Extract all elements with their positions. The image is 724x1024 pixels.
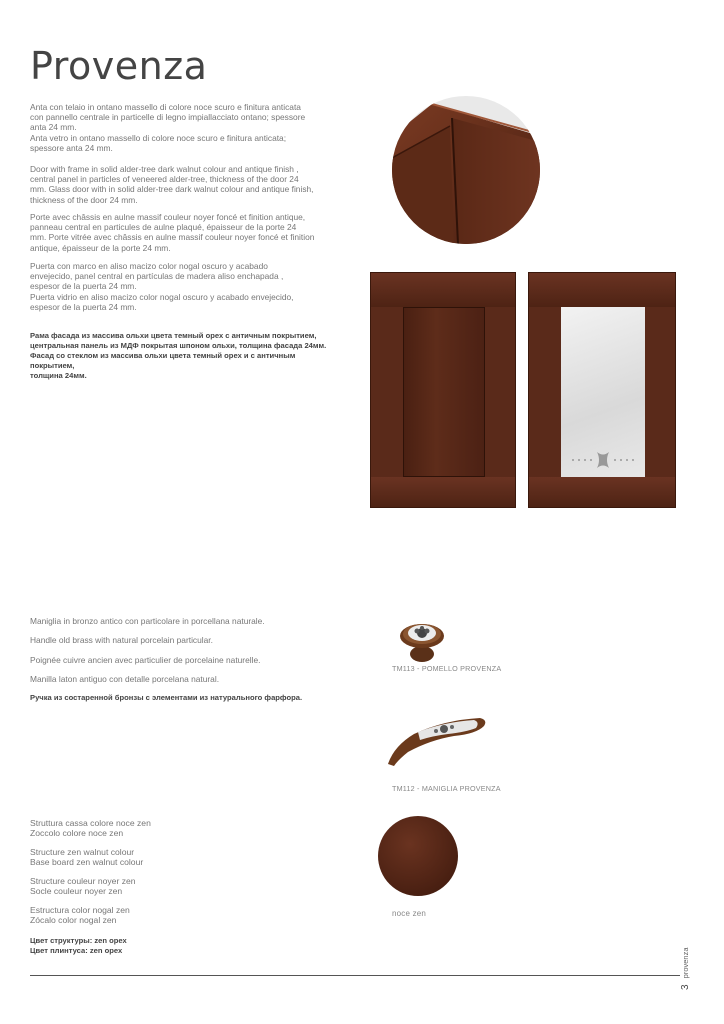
glass-decor-icon [561, 307, 645, 477]
knob-icon [398, 620, 446, 666]
handle-description-ru: Ручка из состаренной бронзы с элементами из натурального фарфора. [30, 693, 303, 702]
description-es [30, 261, 340, 312]
knob-image [398, 620, 446, 666]
structure-es [30, 905, 340, 925]
handle-description-fr: Poignée cuivre ancien avec particulier de porcelaine naturelle. [30, 655, 261, 665]
page-number: 3 [680, 984, 691, 990]
text-line: con pannello centrale in particelle di legno impiallacciato ontano; spessore [30, 112, 306, 123]
text-line: Рама фасада из массива ольхи цвета темный орех с античным покрытием, [30, 331, 317, 340]
structure-ru [30, 936, 340, 956]
description-ru [30, 331, 340, 381]
text-line: Door with frame in solid alder-tree dark walnut colour and antique finish , [30, 164, 299, 174]
text-line: mm. Porte vitrée avec châssis en aulne massif couleur noyer foncé et finition [30, 232, 315, 243]
text-line: Puerta vidrio en aliso macizo color nogal oscuro y acabado envejecido, [30, 291, 294, 302]
color-swatch-noce-zen [378, 816, 458, 896]
text-line: центральная панель из МДФ покрытая шпоном ольхи, толщина фасада 24мм. [30, 341, 327, 350]
door-center-panel [403, 307, 485, 477]
handle-description-es: Manilla laton antiguo con detalle porcelana natural. [30, 674, 220, 684]
structure-fr [30, 876, 340, 896]
section-name: provenza [681, 947, 690, 979]
text-line: Base board zen walnut colour [30, 857, 144, 867]
handle-description-it: Maniglia in bronzo antico con particolare in porcellana naturale. [30, 616, 265, 626]
text-line: Цвет структуры: zen орех [30, 936, 127, 945]
text-line: Zócalo color nogal zen [30, 915, 117, 925]
handle-icon [384, 712, 490, 768]
structure-en [30, 847, 340, 867]
text-line: Socle couleur noyer zen [30, 886, 123, 896]
knob-caption: TM113 - POMELLO PROVENZA [392, 664, 502, 673]
text-line: anta 24 mm. [30, 122, 77, 133]
handle-description-en: Handle old brass with natural porcelain particular. [30, 635, 213, 645]
handle-caption: TM112 - MANIGLIA PROVENZA [392, 784, 501, 793]
text-line: antique, épaisseur de la porte 24 mm. [30, 242, 171, 253]
text-line: spessore anta 24 mm. [30, 142, 113, 153]
text-line: Anta vetro in ontano massello di colore noce scuro e finitura anticata; [30, 132, 287, 143]
text-line: Structure couleur noyer zen [30, 876, 136, 886]
text-line: Anta con telaio in ontano massello di colore noce scuro e finitura anticata [30, 102, 301, 112]
text-line: Zoccolo colore noce zen [30, 828, 124, 838]
text-line: thickness of the door 24 mm. [30, 194, 138, 205]
text-line: Struttura cassa colore noce zen [30, 818, 151, 828]
door-corner-illustration [392, 96, 540, 244]
text-line: толщина 24мм. [30, 371, 87, 380]
text-line: panneau central en particules de aulne plaqué, épaisseur de la porte 24 [30, 222, 297, 233]
text-line: central panel in particles of veneered alder-tree, thickness of the door 24 [30, 174, 299, 185]
text-line: espesor de la puerta 24 mm. [30, 301, 137, 312]
text-line: Porte avec châssis en aulne massif couleur noyer foncé et finition antique, [30, 212, 306, 222]
footer-label [680, 947, 691, 990]
door-corner-detail-image [392, 96, 540, 244]
solid-door-image [370, 272, 516, 508]
glass-door-image [528, 272, 676, 508]
description-fr [30, 212, 340, 253]
description-it [30, 102, 340, 153]
page-title: Provenza [30, 44, 208, 88]
structure-it [30, 818, 340, 838]
text-line: Фасад со стеклом из массива ольхи цвета темный орех и с античным покрытием, [30, 351, 296, 370]
text-line: mm. Glass door with in solid alder-tree dark walnut colour and antique finish, [30, 184, 314, 195]
swatch-caption: noce zen [392, 909, 427, 918]
text-line: Puerta con marco en aliso macizo color nogal oscuro y acabado [30, 261, 268, 271]
text-line: Structure zen walnut colour [30, 847, 135, 857]
description-en [30, 164, 340, 205]
handle-image [384, 712, 490, 768]
text-line: envejecido, panel central en partículas de madera aliso enchapada , [30, 271, 284, 282]
footer-rule [30, 975, 680, 976]
text-line: espesor de la puerta 24 mm. [30, 281, 137, 292]
text-line: Estructura color nogal zen [30, 905, 130, 915]
text-line: Цвет плинтуса: zen орех [30, 946, 123, 955]
door-glass-panel [561, 307, 645, 477]
